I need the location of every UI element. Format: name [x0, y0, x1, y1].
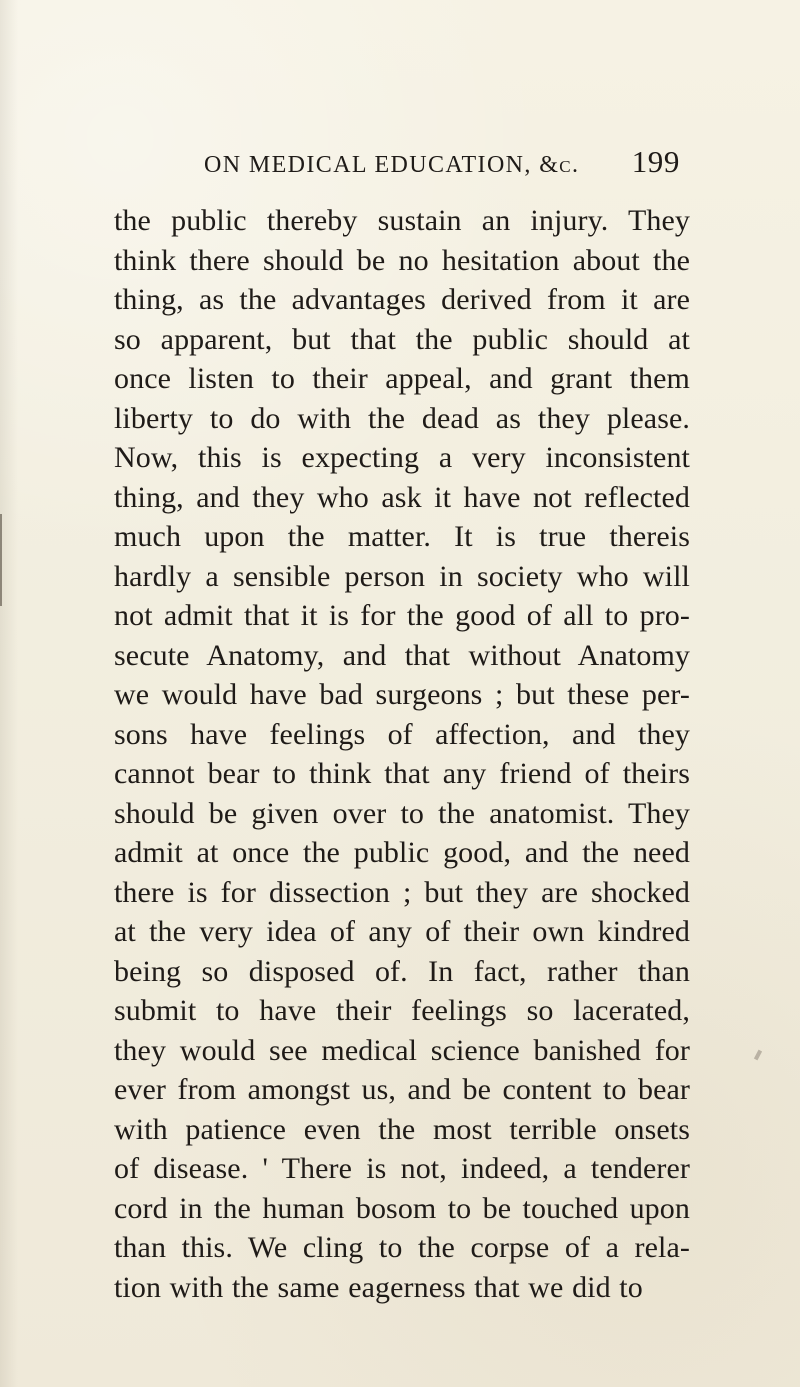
page-number: 199: [631, 144, 680, 179]
text-line: liberty to do with the dead as they please.: [114, 401, 690, 435]
text-line: submit to have their feelings so lacerated,: [114, 994, 690, 1027]
text-line: they would see medical science banished for: [114, 1033, 690, 1067]
text-line: cord in the human bosom to be touched upon: [114, 1191, 690, 1225]
text-line: at the very idea of any of their own kindred: [114, 915, 690, 948]
text-line: so apparent, but that the public should at: [114, 322, 690, 356]
text-line: think there should be no hesitation about the: [114, 243, 690, 277]
text-line: thing, as the advantages derived from it are: [114, 283, 690, 316]
text-line: hardly a sensible person in society who will: [114, 559, 690, 593]
text-line: with patience even the most terrible onsets: [114, 1112, 690, 1146]
page-edge-shadow: [0, 0, 18, 1387]
text-line: sons have feelings of affection, and they: [114, 717, 690, 751]
page-header: [204, 144, 680, 184]
left-margin-mark: [0, 514, 2, 606]
text-line: cannot bear to think that any friend of theirs: [114, 757, 690, 790]
running-head: ON MEDICAL EDUCATION, &c.: [204, 152, 580, 178]
text-line: the public thereby sustain an injury. They: [114, 204, 690, 237]
text-line: there is for dissection ; but they are shocked: [114, 875, 690, 909]
text-line: should be given over to the anatomist. They: [114, 796, 690, 830]
text-line: ever from amongst us, and be content to bear: [114, 1073, 690, 1106]
text-line: of disease. ' There is not, indeed, a tenderer: [114, 1152, 690, 1185]
text-line: Now, this is expecting a very inconsistent: [114, 441, 690, 474]
text-line: we would have bad surgeons ; but these per-: [114, 678, 690, 711]
text-line: being so disposed of. In fact, rather than: [114, 954, 690, 988]
text-line: secute Anatomy, and that without Anatomy: [114, 638, 690, 672]
text-line: admit at once the public good, and the need: [114, 836, 690, 869]
text-line: once listen to their appeal, and grant them: [114, 362, 690, 395]
text-line: not admit that it is for the good of all to pro-: [114, 599, 690, 632]
right-margin-speck: [754, 1050, 762, 1061]
text-line: tion with the same eagerness that we did to: [114, 1270, 643, 1304]
text-line: much upon the matter. It is true thereis: [114, 520, 690, 553]
body-text: [114, 201, 690, 1307]
text-line: thing, and they who ask it have not reflected: [114, 480, 690, 514]
text-line: than this. We cling to the corpse of a rela-: [114, 1231, 690, 1264]
